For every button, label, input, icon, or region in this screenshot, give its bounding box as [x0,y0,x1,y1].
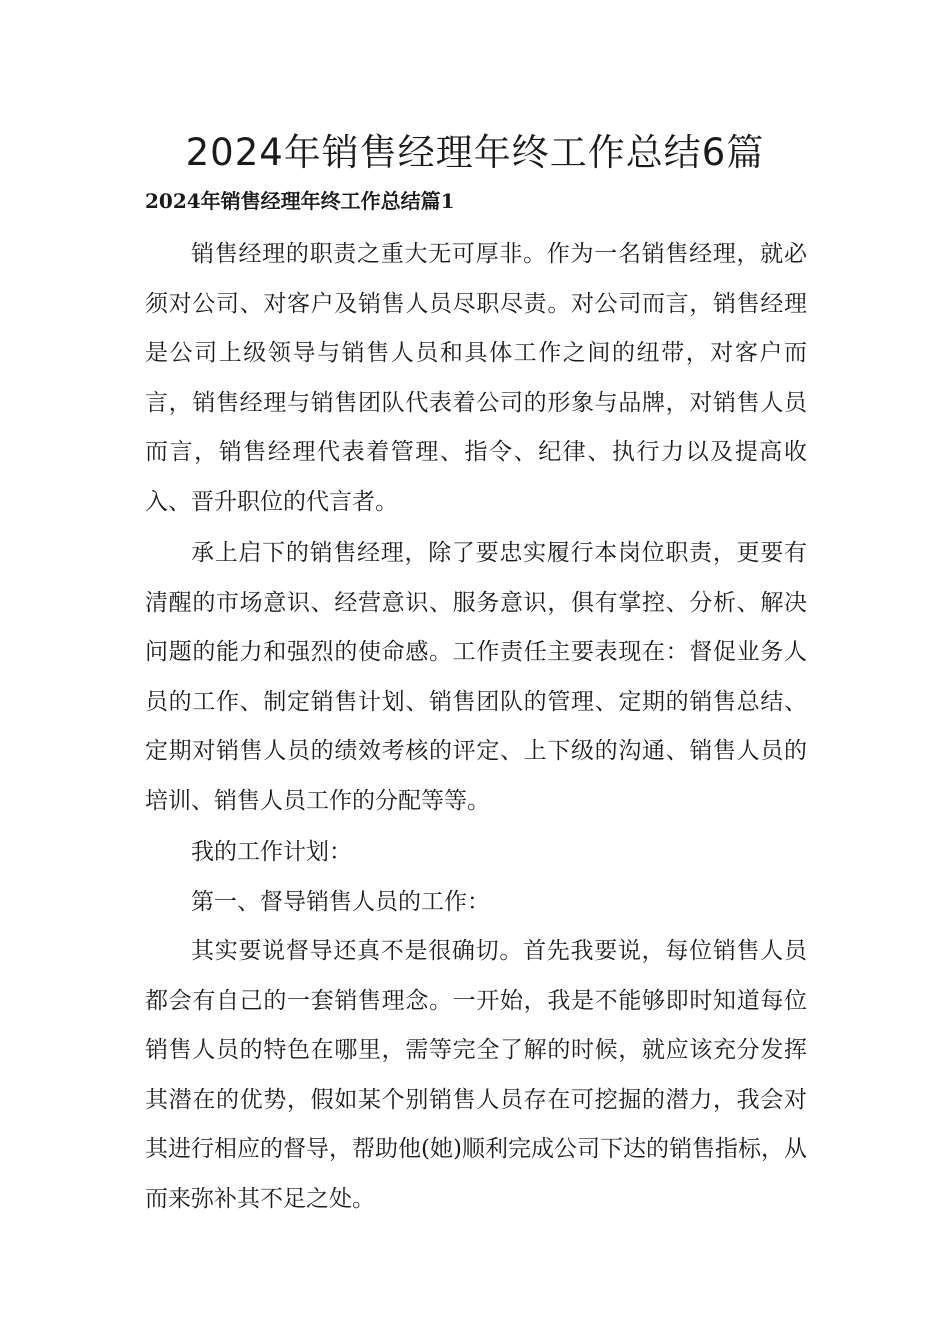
body-text [145,230,807,1224]
section-heading: 2024年销售经理年终工作总结篇1 [145,189,455,213]
paragraph-first-item-heading: 第一、督导销售人员的工作： [191,888,490,915]
document-title: 2024年销售经理年终工作总结6篇 [185,131,765,174]
paragraph-supervision: 其实要说督导还真不是很确切。首先我要说，每位销售人员都会有自己的一套销售理念。一开始，我是不能够即时知道每位销售人员的特色在哪里，需等完全了解的时候，就应该充分发挥其潜在的优势，假如某个别销售人员存在可挖掘的潜力，我会对其进行相应的督导，帮助他(她)顺利完成公司下达的销售指标，从而来弥补其不足之处。 [145,938,807,1212]
paragraph-responsibilities: 承上启下的销售经理，除了要忠实履行本岗位职责，更要有清醒的市场意识、经营意识、服务意识，俱有掌控、分析、解决问题的能力和强烈的使命感。工作责任主要表现在：督促业务人员的工作、制定销售计划、销售团队的管理、定期的销售总结、定期对销售人员的绩效考核的评定、上下级的沟通、销售人员的培训、销售人员工作的分配等等。 [145,540,807,814]
paragraph-work-plan-heading: 我的工作计划： [191,839,352,865]
paragraph-duties: 销售经理的职责之重大无可厚非。作为一名销售经理，就必须对公司、对客户及销售人员尽职尽责。对公司而言，销售经理是公司上级领导与销售人员和具体工作之间的纽带，对客户而言，销售经理与销售团队代表着公司的形象与品牌，对销售人员而言，销售经理代表着管理、指令、纪律、执行力以及提高收入、晋升职位的代言者。 [145,241,807,515]
